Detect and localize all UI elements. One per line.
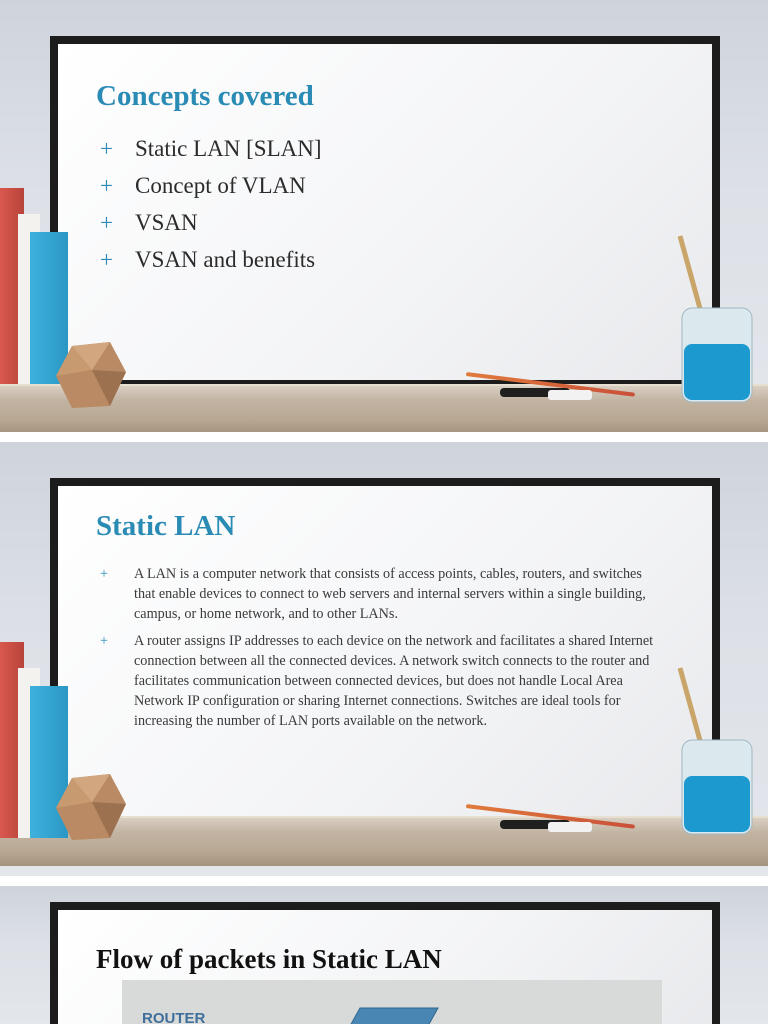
slide-divider xyxy=(0,432,768,442)
eraser-icon xyxy=(548,390,592,400)
plus-icon: + xyxy=(100,173,113,198)
plus-icon: + xyxy=(100,136,113,161)
bullet-list xyxy=(100,130,660,278)
slide-flow-of-packets xyxy=(0,886,768,1024)
list-item xyxy=(100,241,660,278)
eraser-icon xyxy=(548,822,592,832)
wooden-geometric-ornament-icon xyxy=(52,772,128,842)
list-item xyxy=(100,564,665,624)
slide-divider xyxy=(0,876,768,886)
list-item-text: Concept of VLAN xyxy=(135,173,306,198)
slide-title: Flow of packets in Static LAN xyxy=(96,944,442,974)
list-item-text: Static LAN [SLAN] xyxy=(135,136,322,161)
list-item xyxy=(100,167,660,204)
plus-icon: + xyxy=(100,566,109,582)
list-item xyxy=(100,631,665,731)
plus-icon: + xyxy=(100,247,113,272)
paint-jar-icon xyxy=(676,664,756,836)
plus-icon: + xyxy=(100,633,109,649)
list-item-text: VSAN xyxy=(135,210,198,235)
list-item xyxy=(100,130,660,167)
list-item xyxy=(100,204,660,241)
wooden-geometric-ornament-icon xyxy=(52,340,128,410)
plus-icon: + xyxy=(100,210,113,235)
router-icon xyxy=(346,1006,442,1024)
bullet-list xyxy=(100,564,665,738)
slide-title: Concepts covered xyxy=(96,80,314,112)
paint-jar-icon xyxy=(676,232,756,404)
slide-title: Static LAN xyxy=(96,510,236,542)
list-item-text: A LAN is a computer network that consists of access points, cables, routers, and switches that enable devices to connect to web servers and internal servers within a single building, campus, or home network, and to other LANs. xyxy=(134,566,646,622)
list-item-text: A router assigns IP addresses to each device on the network and facilitates a shared Internet connection between all the connected devices. A network switch connects to the router and facilitates communication between connected devices, but does not handle Local Area Network IP configuration or sharing Internet connections. Switches are ideal tools for increasing the number of LAN ports available on the network. xyxy=(134,633,654,729)
slide-concepts-covered xyxy=(0,0,768,432)
list-item-text: VSAN and benefits xyxy=(135,247,316,272)
slide-static-lan xyxy=(0,442,768,876)
router-label: ROUTER xyxy=(142,1010,206,1024)
